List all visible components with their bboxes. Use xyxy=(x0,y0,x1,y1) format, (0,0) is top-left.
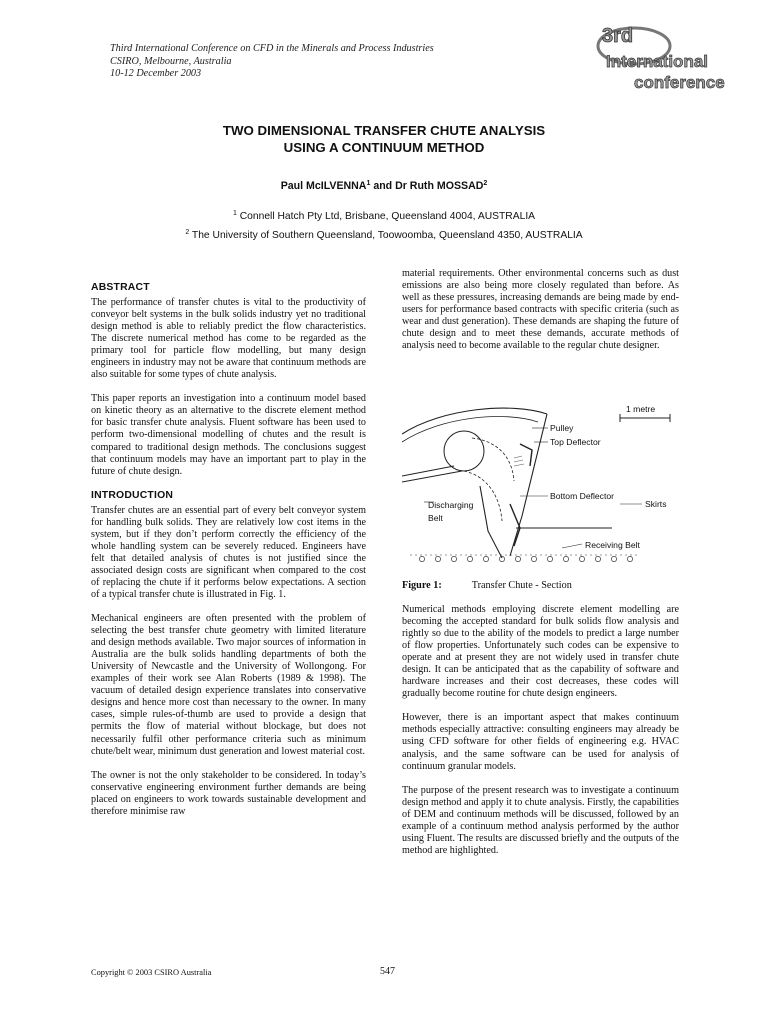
label-bottom-deflector: Bottom Deflector xyxy=(550,491,614,501)
conference-location: CSIRO, Melbourne, Australia xyxy=(110,55,232,67)
introduction-paragraph-1: Transfer chutes are an essential part of every belt conveyor system for handling bulk solids. They are relatively low cost items in the system, but if they don’t perform correctly the efficiency of the whole handling system can be severely reduced. Engineers have felt that detailed analysis of chutes is not justified since the associated design costs are significant when compared to the cost of replacing the chute if it performs below expectations. A section of a typical transfer chute is illustrated in Fig. 1. xyxy=(91,504,366,600)
label-top-deflector: Top Deflector xyxy=(550,437,601,447)
trajectory-lower xyxy=(464,471,502,521)
page-number: 547 xyxy=(380,966,395,977)
logo-text-international: International xyxy=(606,52,709,71)
conference-dates: 10-12 December 2003 xyxy=(110,68,202,79)
introduction-paragraph-5: However, there is an important aspect that makes continuum methods especially attractive: consulting engineers may already be using CFD software for other fields of engineering e.g. HVAC analysis, and the same software can be used for analysis of continuum granular models. xyxy=(402,712,679,772)
introduction-paragraph-3: The owner is not the only stakeholder to be considered. In today’s conservative engineering environment further demands are being placed on engineers to work towards sustainable development and therefore minimise raw xyxy=(91,769,366,817)
title-line-1: TWO DIMENSIONAL TRANSFER CHUTE ANALYSIS xyxy=(222,123,546,138)
chute-right-wall xyxy=(510,414,547,556)
affiliation-1-text: Connell Hatch Pty Ltd, Brisbane, Queensland 4004, AUSTRALIA xyxy=(236,211,536,222)
chute-outer-wall xyxy=(402,408,547,434)
author-1-sup: 1 xyxy=(366,180,371,187)
logo-text-conference: conference xyxy=(634,73,725,92)
trajectory-upper xyxy=(472,438,514,481)
figure-caption-text: Transfer Chute - Section xyxy=(471,580,572,591)
discharging-belt-line xyxy=(402,466,454,476)
label-scale: 1 metre xyxy=(626,404,656,414)
author-line xyxy=(0,180,768,192)
conference-logo xyxy=(594,20,754,96)
affiliation-1 xyxy=(0,210,768,222)
hatch-lines xyxy=(514,456,524,466)
right-column-top xyxy=(402,268,679,364)
right-column-bottom xyxy=(402,604,679,869)
affiliation-2-text: The University of Southern Queensland, Toowoomba, Queensland 4350, AUSTRALIA xyxy=(189,230,583,241)
label-discharging: Discharging xyxy=(428,500,474,510)
conference-header xyxy=(110,43,434,81)
introduction-paragraph-3-continued: material requirements. Other environmental concerns such as dust emissions are also being more closely regulated than before. As well as these pressures, increasing demands are being made by end-users for performance based contracts with specific criteria (such as wear and dust generation). These demands are shaping the future of chute design and to meet these demands, accurate methods of analysis need to become available to the regular chute designer. xyxy=(402,268,679,352)
introduction-paragraph-2: Mechanical engineers are often presented with the problem of selecting the best transfer chute geometry with limited literature and design methods available. Two major sources of information in Australia are the bulk solids handling departments of both the University of Newcastle and the University of Wollongong. For examples of their work see Alan Roberts (1989 & 1998). The vacuum of detailed design experience translates into conservative designs and hence more cost than necessary to the owner. In many cases, simple rules-of-thumb are used to provide a design that permits the flow of material without blockage, but does not necessarily fulfil other performance criteria such as minimum chute/belt wear, minimum dust generation and lowest material cost. xyxy=(91,613,366,757)
author-connector: and Dr Ruth MOSSAD xyxy=(370,180,484,192)
introduction-paragraph-4: Numerical methods employing discrete element modelling are becoming the accepted standard for bulk solids flow analysis and rightly so due to the ability of the models to predict a large number of flow properties. Unfortunately such codes can be expensive to operate and at present they are not widely used in transfer chute design. It can be anticipated that as the capability of software and hardware increases and their cost decreases, these codes will gradually become routine for chute design engineers. xyxy=(402,604,679,700)
receiving-belt-idlers xyxy=(419,556,632,561)
figure-transfer-chute xyxy=(402,396,692,576)
figure-caption xyxy=(402,580,572,591)
label-receiving-belt: Receiving Belt xyxy=(585,540,640,550)
leader-lines xyxy=(424,428,642,548)
author-1: Paul McILVENNA xyxy=(280,180,367,192)
introduction-paragraph-6: The purpose of the present research was to investigate a continuum design method and apply it to chute analysis. Firstly, the capabilities of DEM and continuum methods will be discussed, followed by an example of a continuum method analysis performed by the author using Fluent. The results are discussed briefly and the outputs of the method are highlighted. xyxy=(402,784,679,856)
introduction-heading: INTRODUCTION xyxy=(91,489,174,501)
title-line-2: USING A CONTINUUM METHOD xyxy=(283,139,485,155)
copyright-footer: Copyright © 2003 CSIRO Australia xyxy=(91,968,212,977)
author-2-sup: 2 xyxy=(483,180,488,187)
conference-name: Third International Conference on CFD in the Minerals and Process Industries xyxy=(110,43,434,54)
left-column xyxy=(91,282,366,830)
discharging-belt-line-2 xyxy=(402,471,462,482)
logo-text-3rd: 3rd xyxy=(602,25,634,47)
label-belt: Belt xyxy=(428,513,443,523)
affiliation-1-sup: 1 xyxy=(232,210,237,217)
affiliation-2 xyxy=(0,229,768,241)
top-deflector xyxy=(520,444,532,466)
paper-title xyxy=(0,123,768,156)
label-pulley: Pulley xyxy=(550,423,574,433)
abstract-paragraph-2: This paper reports an investigation into a continuum model based on kinetic theory as an alternative to the discrete element method for basic transfer chute analysis. Fluent software has been used to perform two-dimensional modelling of chutes and the result is compared to traditional design methods. The conclusions suggest that continuum models may have an important part to play in the future of chute design. xyxy=(91,393,366,477)
abstract-heading: ABSTRACT xyxy=(91,282,150,293)
affiliation-2-sup: 2 xyxy=(185,229,190,236)
head-pulley xyxy=(444,431,484,471)
chute-inner-wall xyxy=(402,417,538,442)
abstract-paragraph-1: The performance of transfer chutes is vital to the productivity of conveyor belt systems in the bulk solids industry yet no traditional design method is able to reliably predict the flow characteristics. The discrete numerical method has come to be regarded as the primary tool for particle flow modelling, but many design engineers in industry may not be aware that continuum methods are also suitable for some types of chute analysis. xyxy=(91,297,366,381)
figure-caption-label: Figure 1: xyxy=(402,580,442,591)
chute-left-wall xyxy=(480,486,502,558)
label-skirts: Skirts xyxy=(645,499,667,509)
